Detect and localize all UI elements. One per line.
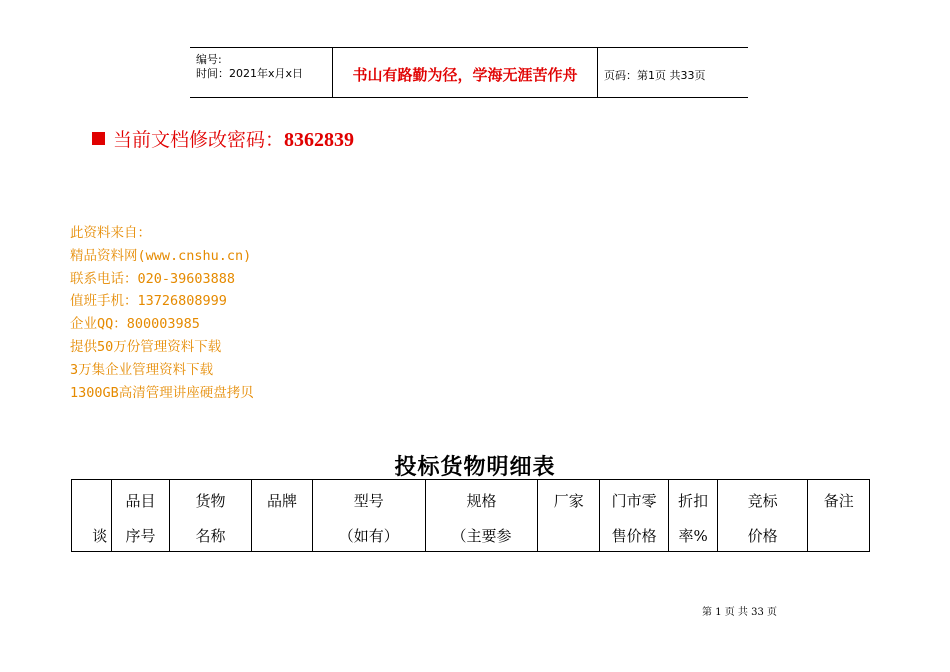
header-text-top: 品目 [125, 492, 156, 510]
header-text-bottom: 率% [678, 527, 708, 545]
header-text-bottom: 谈 [92, 527, 108, 545]
table-header-cell [669, 480, 717, 552]
table-header-cell [112, 480, 169, 552]
table-header-row [72, 480, 870, 552]
table-header-cell [169, 480, 252, 552]
table-header-cell [252, 480, 312, 552]
document-date: 时间：2021年x月x日 [196, 67, 304, 80]
password-notice [92, 125, 354, 152]
source-line: 3万集企业管理资料下载 [70, 361, 214, 378]
source-line: 此资料来自： [70, 225, 151, 241]
table-header-cell [72, 480, 112, 552]
source-line: 提供50万份管理资料下载 [70, 338, 222, 355]
header-text-bottom: 价格 [747, 527, 778, 545]
red-square-bullet-icon [92, 132, 105, 145]
header-meta-cell [190, 48, 333, 97]
header-text-top: 竞标 [747, 492, 778, 510]
table-header-cell [425, 480, 538, 552]
header-text-bottom: 售价格 [611, 527, 657, 545]
header-text-top: 规格 [466, 492, 497, 510]
source-line: 精品资料网(www.cnshu.cn) [70, 247, 252, 264]
document-number-label: 编号: [196, 53, 222, 66]
source-line: 企业QQ：800003985 [70, 316, 200, 333]
header-page-info: 页码：第1页 共33页 [604, 69, 706, 82]
header-text-top: 厂家 [553, 492, 584, 510]
header-text-bottom: （主要参 [451, 527, 512, 545]
header-text-top: 货物 [195, 492, 226, 510]
table-title: 投标货物明细表 [394, 454, 556, 480]
header-motto-cell [333, 48, 598, 97]
header-text-top: 门市零 [611, 492, 657, 510]
header-text-bottom: 名称 [195, 527, 226, 545]
table-header-cell [599, 480, 669, 552]
header-text-top: 备注 [823, 492, 854, 510]
source-line: 1300GB高清管理讲座硬盘拷贝 [70, 384, 254, 401]
table-header-cell [808, 480, 870, 552]
footer-page-number: 第 1 页 共 33 页 [702, 607, 777, 618]
header-text-top: 型号 [353, 492, 384, 510]
source-line: 值班手机：13726808999 [70, 293, 227, 310]
table-header-cell [312, 480, 425, 552]
page-header [190, 47, 748, 98]
header-text-bottom: 序号 [125, 527, 156, 545]
password-code: 8362839 [284, 129, 355, 151]
header-text-top: 品牌 [267, 492, 298, 510]
table-header-cell [538, 480, 599, 552]
source-line: 联系电话：020-39603888 [70, 270, 236, 287]
password-label: 当前文档修改密码： [113, 129, 285, 151]
header-motto: 书山有路勤为径，学海无涯苦作舟 [352, 66, 578, 84]
table-header-cell [717, 480, 808, 552]
goods-detail-table [71, 479, 870, 552]
header-page-cell [598, 48, 748, 97]
source-info [70, 222, 254, 404]
header-text-top: 折扣 [678, 492, 709, 510]
header-text-bottom: （如有） [338, 527, 399, 545]
